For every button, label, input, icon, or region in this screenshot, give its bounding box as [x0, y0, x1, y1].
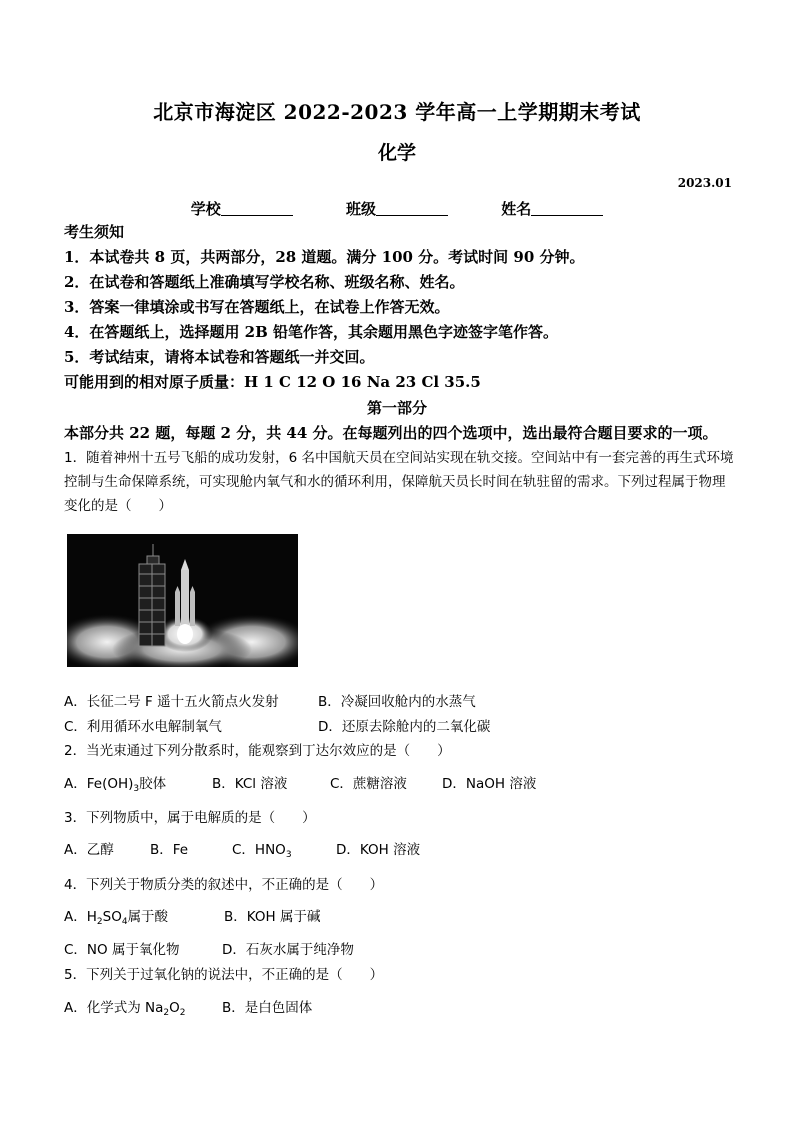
q2-option-d[interactable]: D．NaOH 溶液 [442, 776, 537, 792]
question-1-options-row-2 [64, 715, 490, 735]
class-field[interactable] [346, 198, 448, 219]
q3-option-a[interactable]: A．乙醇 [64, 842, 114, 858]
q2-option-a-suffix: 胶体 [139, 776, 167, 792]
q2-option-c[interactable]: C．蔗糖溶液 [330, 776, 407, 792]
notice-item: 5．考试结束，请将本试卷和答题纸一并交回。 [64, 348, 375, 366]
q5-option-a[interactable] [64, 996, 222, 1018]
part1-title: 第一部分 [366, 399, 427, 417]
q2-option-a-subscript: 3 [133, 784, 140, 794]
q2-option-b[interactable]: B．KCl 溶液 [212, 776, 288, 792]
q2-option-a-formula: A．Fe(OH) [64, 776, 134, 792]
exam-date: 2023.01 [677, 176, 732, 190]
q3-option-c-subscript: 3 [285, 850, 292, 860]
q4-option-b[interactable]: B．KOH 属于碱 [224, 909, 321, 925]
q5-option-a-formula-na: A．化学式为 Na [64, 1000, 164, 1016]
question-3-stem: 3．下列物质中，属于电解质的是（ ） [64, 810, 316, 826]
question-1-stem: 1．随着神州十五号飞船的成功发射，6 名中国航天员在空间站实现在轨交接。空间站中有一套完善的再生式环境控制与生命保障系统，可实现舱内氧气和水的循环利用，保障航天员长时间在轨驻留的需求。下列过程属于物理变化的是（ ） [64, 450, 734, 514]
question-5-options [64, 996, 312, 1018]
question-5-stem: 5．下列关于过氧化钠的说法中，不正确的是（ ） [64, 967, 384, 983]
part1-instruction: 本部分共 22 题，每题 2 分，共 44 分。在每题列出的四个选项中，选出最符合题目要求的一项。 [64, 424, 718, 442]
q3-option-c-formula: C．HNO [232, 842, 286, 858]
q5-option-b[interactable]: B．是白色固体 [222, 1000, 313, 1016]
name-blank[interactable] [531, 201, 603, 216]
q1-option-b[interactable]: B．冷凝回收舱内的水蒸气 [318, 694, 476, 710]
q3-option-c[interactable] [232, 838, 336, 860]
notice-item: 2．在试卷和答题纸上准确填写学校名称、班级名称、姓名。 [64, 273, 465, 291]
q4-option-d[interactable]: D．石灰水属于纯净物 [222, 942, 354, 958]
name-field[interactable] [501, 198, 603, 219]
q1-option-d[interactable]: D．还原去除舱内的二氧化碳 [318, 719, 491, 735]
name-label: 姓名 [501, 200, 532, 218]
class-blank[interactable] [376, 201, 448, 216]
q4-option-a[interactable] [64, 905, 224, 927]
notice-block [64, 220, 744, 395]
q4-option-c[interactable]: C．NO 属于氧化物 [64, 942, 180, 958]
q1-option-c[interactable]: C．利用循环水电解制氧气 [64, 719, 222, 735]
question-1-options-row-1 [64, 690, 476, 710]
subject-title: 化学 [377, 142, 416, 164]
q4-option-a-suffix: 属于酸 [127, 909, 169, 925]
class-label: 班级 [345, 200, 376, 218]
q5-option-a-subscript-1: 2 [163, 1008, 170, 1018]
rocket-launch-illustration [67, 534, 298, 667]
q3-option-b[interactable]: B．Fe [150, 842, 189, 858]
school-field[interactable] [191, 198, 293, 219]
atomic-masses: 可能用到的相对原子质量：H 1 C 12 O 16 Na 23 Cl 35.5 [64, 373, 481, 391]
notice-item: 1．本试卷共 8 页，共两部分，28 道题。满分 100 分。考试时间 90 分钟。 [64, 248, 585, 266]
question-4-stem: 4．下列关于物质分类的叙述中，不正确的是（ ） [64, 877, 384, 893]
question-2-options [64, 772, 536, 794]
q1-option-a[interactable]: A．长征二号 F 遥十五火箭点火发射 [64, 694, 279, 710]
question-4-options-row-2 [64, 938, 354, 958]
q5-option-a-subscript-2: 2 [179, 1008, 186, 1018]
rocket-launch-image [67, 534, 298, 667]
question-2-stem: 2．当光束通过下列分散系时，能观察到丁达尔效应的是（ ） [64, 743, 451, 759]
q4-option-a-formula-h: A．H [64, 909, 97, 925]
question-4-options-row-1 [64, 905, 320, 927]
q4-option-a-formula-so: SO [102, 909, 122, 925]
q4-option-a-subscript-1: 2 [96, 917, 103, 927]
q5-option-a-formula-o: O [169, 1000, 180, 1016]
notice-item: 4．在答题纸上，选择题用 2B 铅笔作答，其余题用黑色字迹签字笔作答。 [64, 323, 558, 341]
q2-option-a[interactable] [64, 772, 212, 794]
notice-item: 3．答案一律填涂或书写在答题纸上，在试卷上作答无效。 [64, 298, 450, 316]
q3-option-d[interactable]: D．KOH 溶液 [336, 842, 421, 858]
school-blank[interactable] [221, 201, 293, 216]
q4-option-a-subscript-2: 4 [121, 917, 128, 927]
student-info-row [0, 198, 794, 219]
notice-heading: 考生须知 [64, 223, 125, 241]
exam-title: 北京市海淀区 2022-2023 学年高一上学期期末考试 [153, 100, 641, 124]
school-label: 学校 [190, 200, 221, 218]
question-3-options [64, 838, 420, 860]
